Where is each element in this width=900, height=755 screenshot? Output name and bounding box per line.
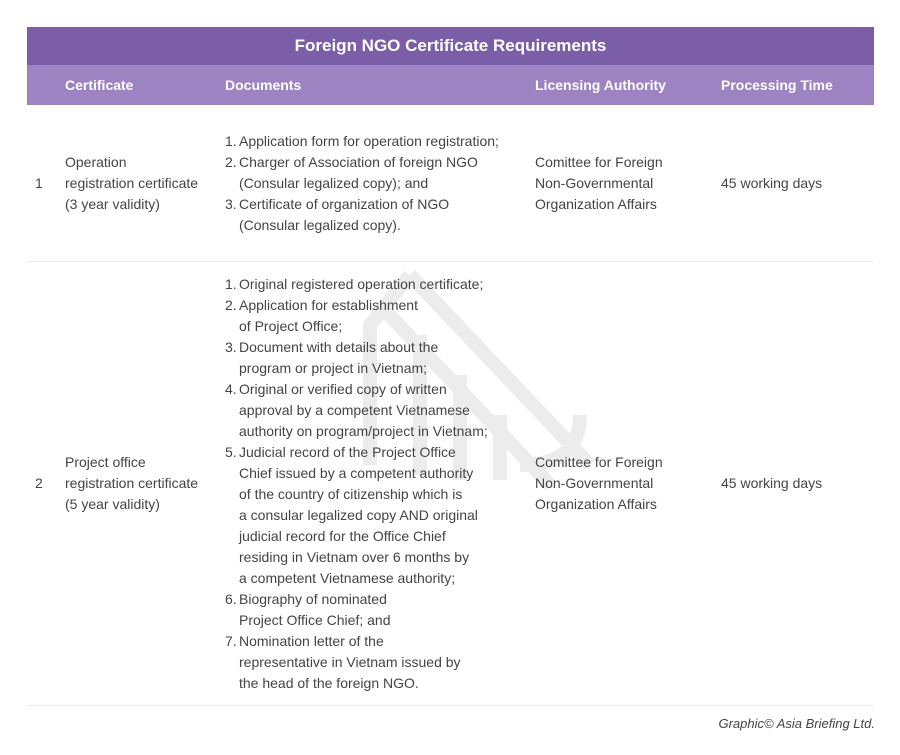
authority-cell: Comittee for Foreign Non-Governmental Organization Affairs — [535, 454, 663, 512]
copyright-footer: Graphic© Asia Briefing Ltd. — [718, 716, 875, 731]
list-item: 7. Nomination letter of the representative in Vietnam issued by the head of the foreign NGO. — [225, 632, 461, 691]
list-item: 2. Charger of Association of foreign NGO (Consular legalized copy); and — [225, 153, 478, 191]
list-item: 2. Application for establishment of Project Office; — [225, 296, 418, 334]
list-item: 3. Document with details about the program or project in Vietnam; — [225, 338, 439, 376]
list-item: 4. Original or verified copy of written approval by a competent Vietnamese authority on program/project in Vietnam; — [225, 380, 488, 439]
requirements-table — [27, 27, 874, 706]
authority-cell: Comittee for Foreign Non-Governmental Organization Affairs — [535, 153, 663, 212]
processing-time-cell: 45 working days — [721, 174, 823, 191]
header-certificate: Certificate — [65, 77, 134, 93]
documents-list — [225, 274, 525, 694]
table-row — [27, 262, 874, 706]
header-documents: Documents — [225, 77, 302, 93]
row-number: 1 — [35, 174, 43, 191]
list-item: 3. Certificate of organization of NGO (Consular legalized copy). — [225, 195, 450, 233]
header-licensing-authority: Licensing Authority — [535, 77, 666, 93]
row-number: 2 — [35, 475, 43, 491]
header-row — [27, 65, 874, 105]
documents-cell — [225, 105, 525, 261]
processing-time-cell: 45 working days — [721, 475, 823, 491]
certificate-cell: Operation registration certificate (3 year validity) — [65, 153, 199, 212]
table-row — [27, 105, 874, 262]
list-item: 6. Biography of nominated Project Office Chief; and — [225, 590, 391, 628]
list-item: 5. Judicial record of the Project Office Chief issued by a competent authority of the country of citizenship which is a consular legalized copy AND original judicial record for the Office Chief residing in Vietnam over 6 months by a competent Vietnamese authority; — [225, 443, 478, 586]
table-title: Foreign NGO Certificate Requirements — [27, 27, 874, 65]
list-item: 1. Original registered operation certificate; — [225, 275, 484, 292]
list-item: 1. Application form for operation registration; — [225, 132, 499, 149]
documents-list — [225, 131, 525, 236]
header-processing-time: Processing Time — [721, 77, 833, 93]
certificate-cell: Project office registration certificate (5 year validity) — [65, 454, 199, 512]
documents-cell — [225, 262, 525, 705]
